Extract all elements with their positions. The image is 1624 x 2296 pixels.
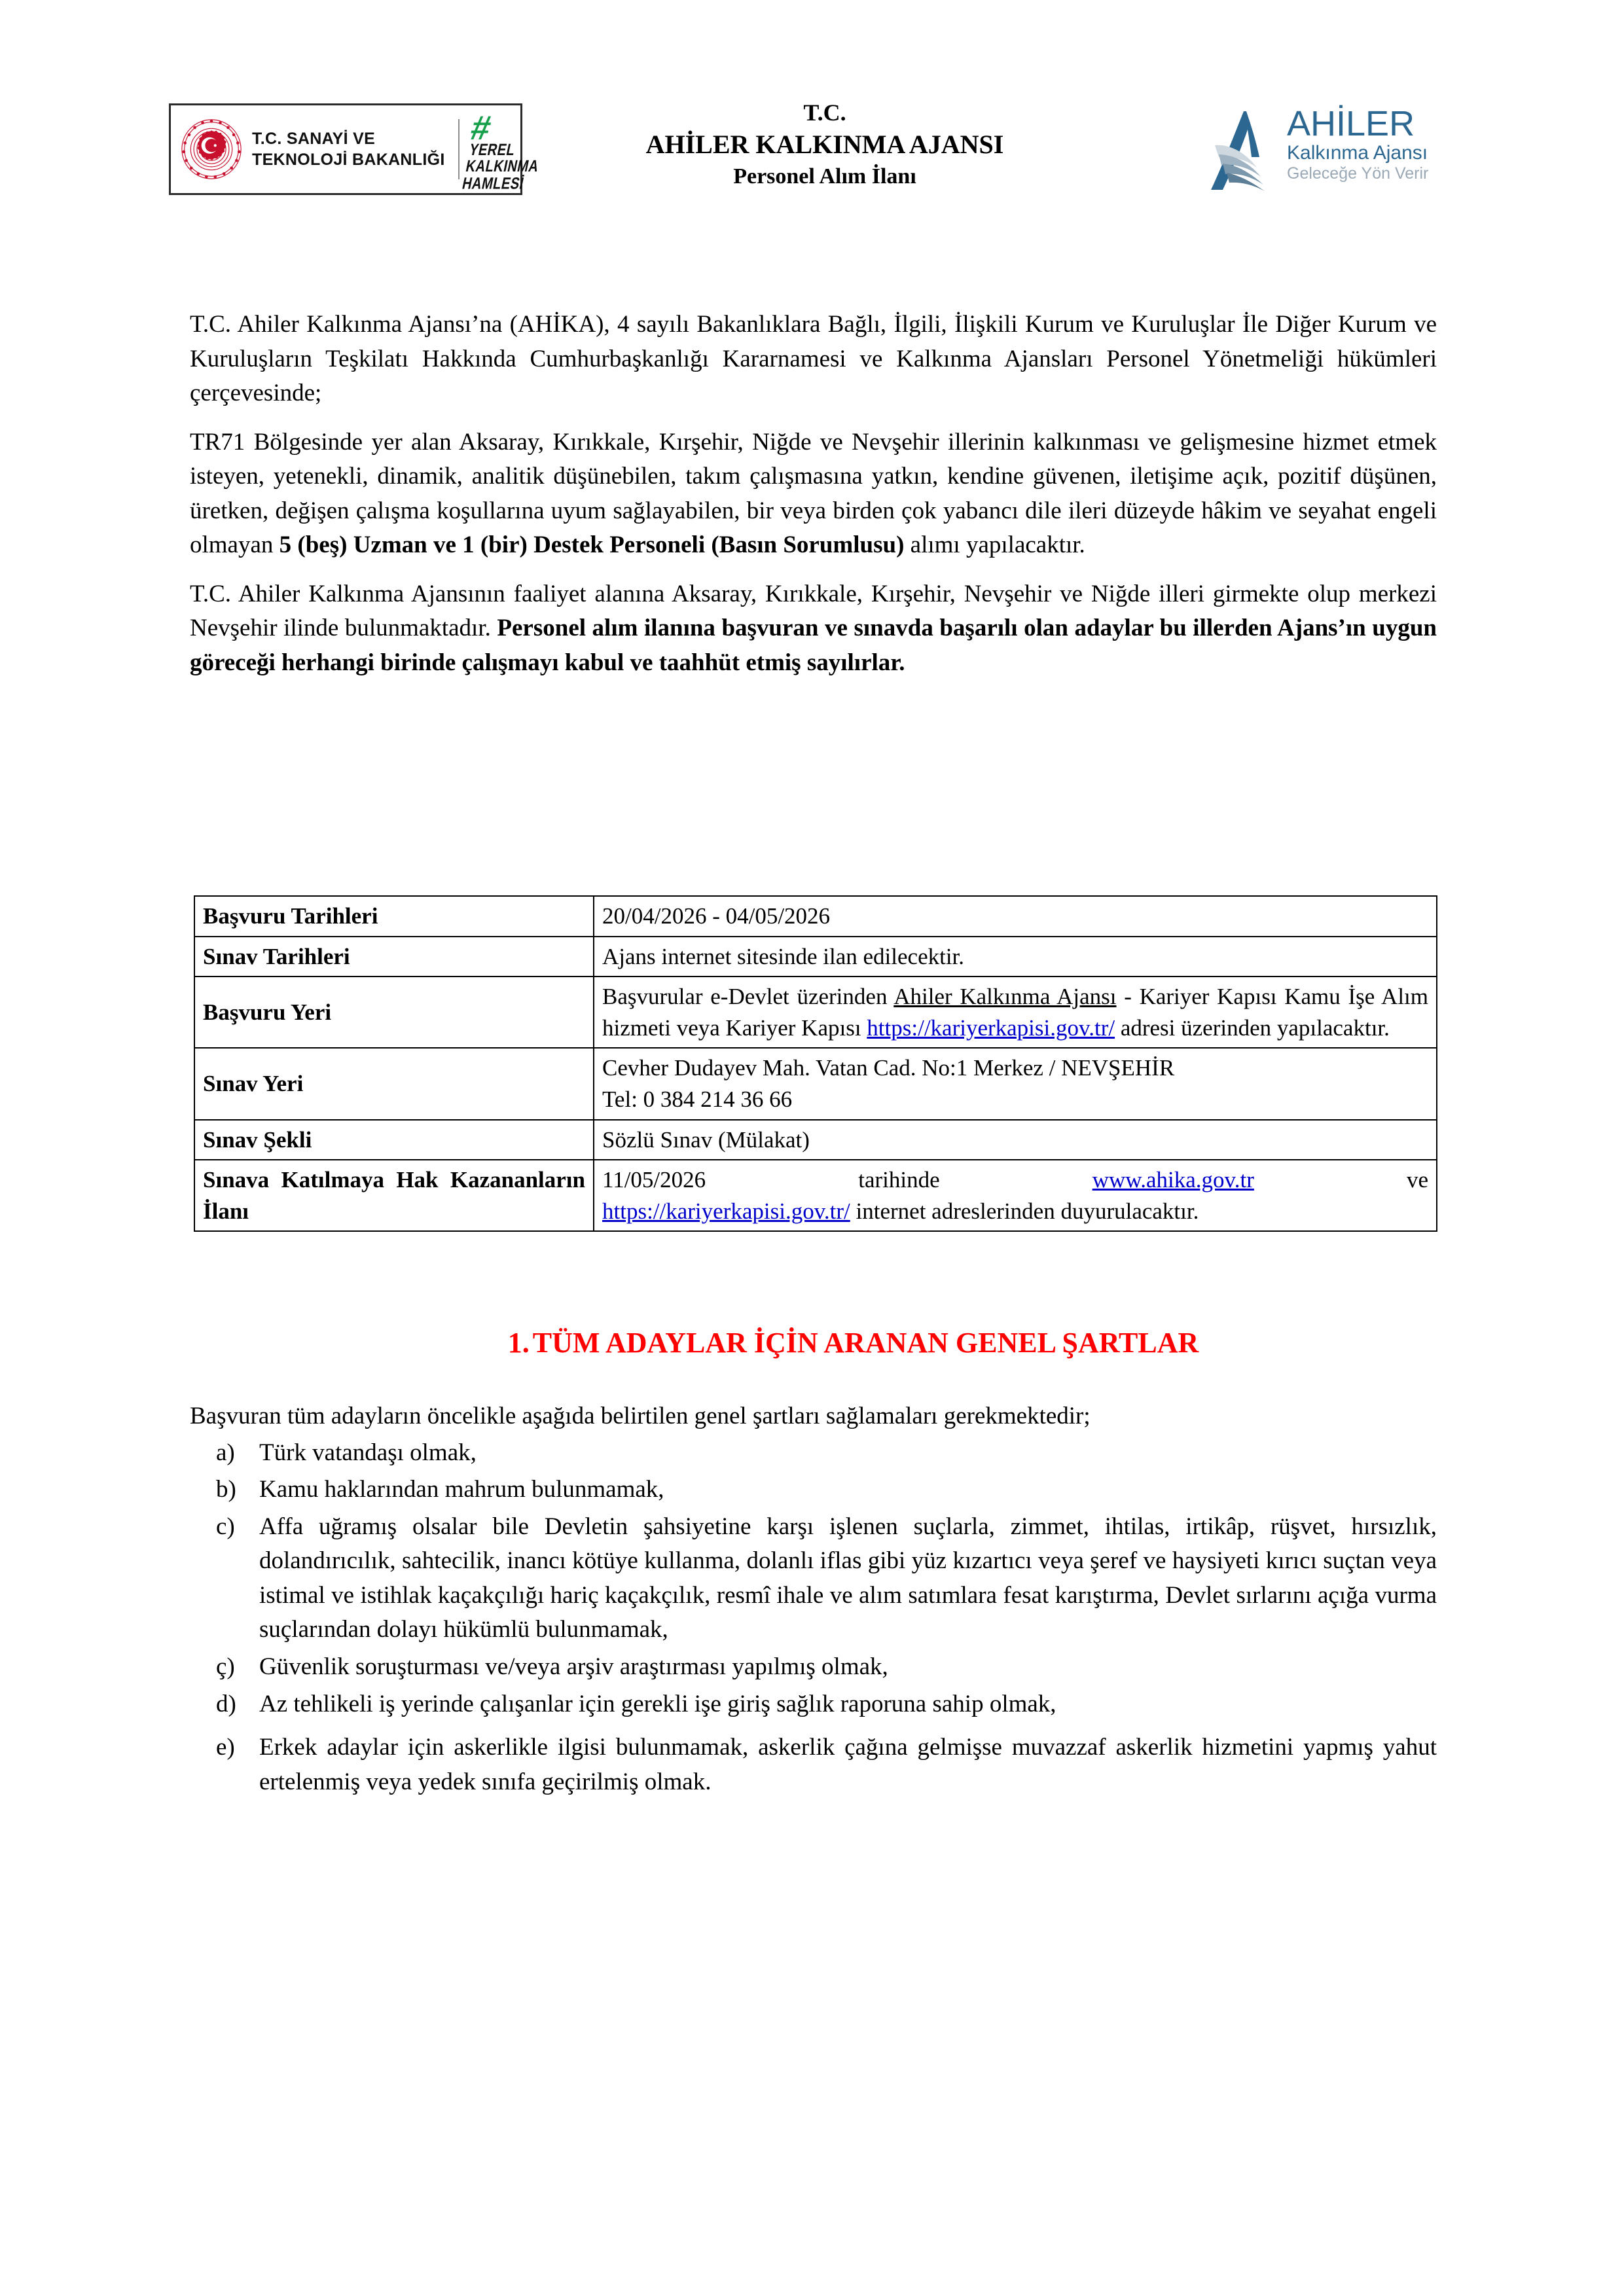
row-label-basvuru-yeri: Başvuru Yeri [194, 977, 594, 1048]
table-row [194, 1160, 1437, 1231]
row-label-basvuru-tarihleri: Başvuru Tarihleri [194, 896, 594, 937]
sinav-yeri-address: Cevher Dudayev Mah. Vatan Cad. No:1 Merkez / NEVŞEHİR [602, 1055, 1175, 1081]
list-item-text: Kamu haklarından mahrum bulunmamak, [259, 1476, 664, 1503]
ahika-website-link[interactable]: www.ahika.gov.tr [1092, 1167, 1254, 1193]
list-item-text: Affa uğramış olsalar bile Devletin şahsiyetine karşı işlenen suçlarla, zimmet, ihtilas, irtikâp, rüşvet, hırsızlık, dolandırıcılık, sahtecilik, inancı kötüye kullanma, dolanlı iflas gibi yüz kızartıcı veya şeref ve haysiyeti kırıcı suçtan veya istimal ve istihlak kaçakçılığı hariç kaçakçılık, resmî ihale ve alım satımlara fesat karıştırma, Devlet sırlarını açığa vurma suçlarından dolayı hükümlü bulunmamak, [259, 1513, 1437, 1643]
basvuru-yeri-text-3: adresi üzerinden yapılacaktır. [1115, 1014, 1390, 1041]
list-item-marker: ç) [216, 1653, 235, 1680]
table-row [194, 1048, 1437, 1119]
campaign-line-1: YEREL [467, 141, 517, 160]
paragraph2-text-1: TR71 Bölgesinde yer alan Aksaray, Kırıkkale, Kırşehir, Niğde ve Nevşehir illerinin kalkınması ve gelişmesine hizmet etmek isteyen, yetenekli, dinamik, analitik düşünebilen, takım çalışmasına yatkın, kendine güvenen, iletişime açık, pozitif düşünen, üretken, değişen çalışma koşullarına uyum sağlayabilen, bir veya birden çok yabancı dile ileri düzeyde hâkim ve seyahat engeli olmayan [190, 428, 1437, 559]
title-subtitle: Personel Alım İlanı [733, 164, 916, 189]
list-item-marker: b) [216, 1476, 236, 1503]
general-requirements-list [190, 1436, 1437, 1799]
table-row [194, 896, 1437, 937]
section-1-content [190, 1399, 1437, 1802]
row-value-sinava-katilmaya-hak-kazananlarin-ilani [594, 1160, 1437, 1231]
application-info-table-wrapper [194, 895, 1437, 1232]
application-info-table [194, 895, 1437, 1232]
list-item [190, 1650, 1437, 1685]
campaign-text [460, 142, 543, 192]
ilan-tail-text: internet adreslerinden duyurulacaktır. [850, 1198, 1199, 1224]
ilan-word-ve: ve [1406, 1167, 1429, 1193]
paragraph2-positions-bold: 5 (beş) Uzman ve 1 (bir) Destek Personeli (Basın Sorumlusu) [279, 531, 905, 559]
list-item [190, 1510, 1437, 1647]
table-row [194, 937, 1437, 977]
basvuru-yeri-text-1: Başvurular e-Devlet üzerinden [602, 984, 894, 1010]
table-row [194, 977, 1437, 1048]
row-value-sinav-sekli: Sözlü Sınav (Mülakat) [594, 1120, 1437, 1160]
ministry-line-2: TEKNOLOJİ BAKANLIĞI [252, 151, 445, 169]
section-1-title: TÜM ADAYLAR İÇİN ARANAN GENEL ŞARTLAR [532, 1327, 1199, 1359]
list-item-text: Türk vatandaşı olmak, [259, 1439, 477, 1466]
list-item [190, 1731, 1437, 1799]
hashtag-icon: # [467, 109, 493, 147]
ahiler-logo-subtitle: Kalkınma Ajansı [1287, 142, 1428, 164]
row-label-sinav-sekli: Sınav Şekli [194, 1120, 594, 1160]
row-label-sinav-yeri: Sınav Yeri [194, 1048, 594, 1119]
row-value-sinav-tarihleri: Ajans internet sitesinde ilan edilecektir. [594, 937, 1437, 977]
campaign-line-3: HAMLESİ [460, 174, 526, 193]
paragraph-position-summary [190, 425, 1437, 563]
section-1-lead-text: Başvuran tüm adayların öncelikle aşağıda belirtilen genel şartları sağlamaları gerekmektedir; [190, 1403, 1091, 1429]
list-item-marker: e) [216, 1734, 235, 1761]
list-item-text: Güvenlik soruşturması ve/veya arşiv araştırması yapılmış olmak, [259, 1653, 888, 1680]
basvuru-yeri-underlined: Ahiler Kalkınma Ajansı [893, 984, 1117, 1010]
section-1-number: 1. [507, 1327, 530, 1359]
ministry-logo-text [252, 128, 445, 170]
kariyerkapisi-link-2[interactable]: https://kariyerkapisi.gov.tr/ [602, 1198, 850, 1224]
list-item [190, 1687, 1437, 1722]
paragraph2-text-2: alımı yapılacaktır. [904, 531, 1085, 559]
campaign-line-2: KALKINMA [463, 158, 541, 176]
paragraph3-text-1: T.C. Ahiler Kalkınma Ajansının faaliyet alanına Aksaray, Kırıkkale, Kırşehir, Nevşehir ve Niğde illeri girmekte olup merkezi Nevşehir ilinde bulunmaktadır. [190, 580, 1437, 642]
ahiler-logo-name: AHİLER [1287, 104, 1415, 143]
document-header [0, 98, 1624, 223]
kariyerkapisi-link[interactable]: https://kariyerkapisi.gov.tr/ [867, 1014, 1115, 1041]
ministry-seal-icon [180, 118, 243, 181]
list-item-marker: d) [216, 1690, 236, 1717]
row-label-sinav-tarihleri: Sınav Tarihleri [194, 937, 594, 977]
document-title-block [576, 98, 1074, 192]
ahiler-agency-logo [1203, 101, 1478, 199]
list-item-marker: c) [216, 1513, 235, 1540]
paragraph3-commitment-bold: Personel alım ilanına başvuran ve sınavda başarılı olan adaylar bu illerden Ajans’ın uygun göreceği herhangi birinde çalışmayı kabul ve taahhüt etmiş sayılırlar. [190, 615, 1437, 676]
list-item-marker: a) [216, 1439, 235, 1466]
row-value-basvuru-tarihleri: 20/04/2026 - 04/05/2026 [594, 896, 1437, 937]
title-agency-name: AHİLER KALKINMA AJANSI [645, 130, 1004, 159]
sinav-yeri-phone: Tel: 0 384 214 36 66 [602, 1086, 793, 1112]
basvuru-yeri-text-2: - Kariyer Kapısı Kamu İşe Alım hizmeti veya Kariyer Kapısı [602, 984, 1429, 1041]
list-item-text: Az tehlikeli iş yerinde çalışanlar için gerekli işe giriş sağlık raporuna sahip olmak, [259, 1690, 1056, 1717]
row-value-basvuru-yeri [594, 977, 1437, 1048]
list-item [190, 1436, 1437, 1471]
section-1-heading [190, 1326, 1437, 1359]
row-value-sinav-yeri [594, 1048, 1437, 1119]
paragraph-service-area [190, 577, 1437, 681]
ministry-line-1: T.C. SANAYİ VE [252, 130, 376, 148]
document-body [190, 308, 1437, 680]
ilan-word-tarihinde: tarihinde [858, 1167, 940, 1193]
ministry-logo [169, 103, 541, 195]
logo-divider [458, 119, 460, 179]
list-item [190, 1473, 1437, 1507]
paragraph-legal-basis: T.C. Ahiler Kalkınma Ajansı’na (AHİKA), 4 sayılı Bakanlıklara Bağlı, İlgili, İlişkili Kurum ve Kuruluşlar İle Diğer Kurum ve Kuruluşların Teşkilatı Hakkında Cumhurbaşkanlığı Kararnamesi ve Kalkınma Ajansları Personel Yönetmeliği hükümleri çerçevesinde; [190, 311, 1437, 407]
list-item-text: Erkek adaylar için askerlikle ilgisi bulunmamak, askerlik çağına gelmişse muvazzaf askerlik hizmetini yapmış yahut ertelenmiş veya yedek sınıfa geçirilmiş olmak. [259, 1734, 1437, 1795]
ahiler-a-mark-icon [1203, 105, 1290, 195]
row-label-sinava-katilmaya-hak-kazananlarin-ilani: Sınava Katılmaya Hak Kazananların İlanı [194, 1160, 594, 1231]
ahiler-logo-slogan: Geleceğe Yön Verir [1287, 164, 1429, 183]
yerel-kalkinma-hamlesi-logo [460, 109, 544, 193]
table-row [194, 1120, 1437, 1160]
title-tc: T.C. [803, 99, 846, 126]
ilan-date: 11/05/2026 [602, 1167, 706, 1193]
